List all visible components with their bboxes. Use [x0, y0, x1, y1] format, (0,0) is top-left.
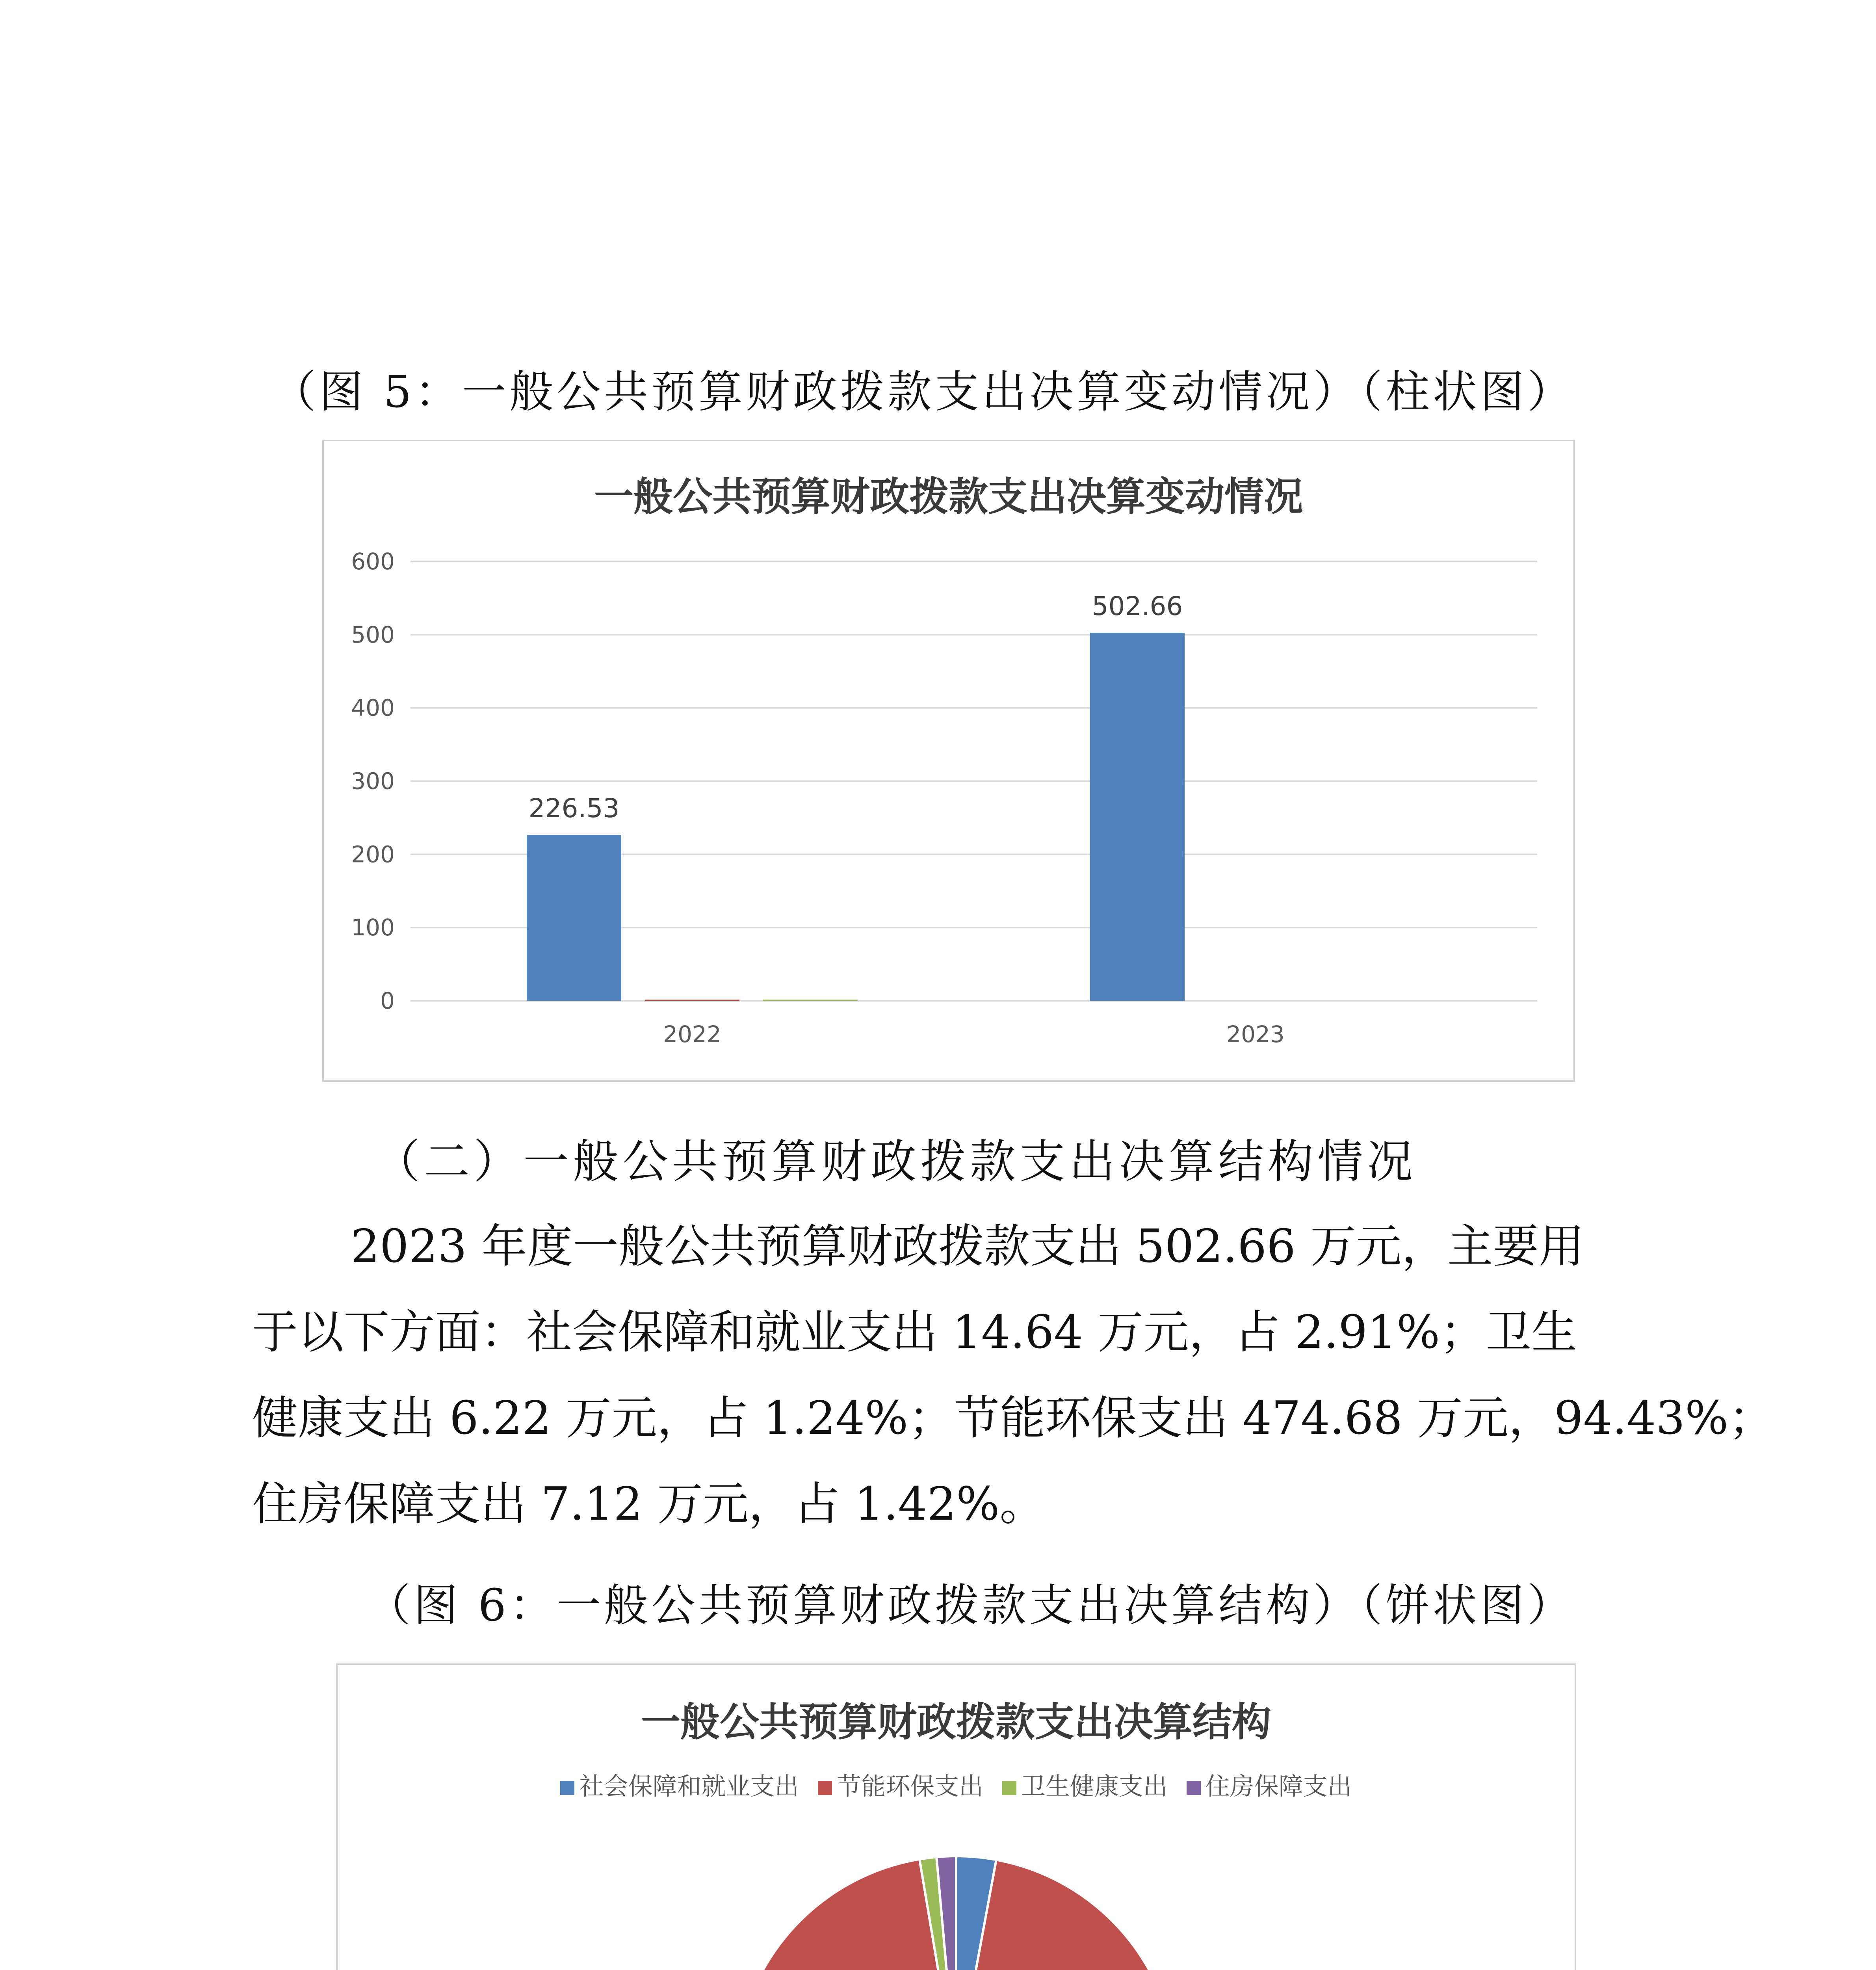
legend-label: 社会保障和就业支出 [579, 1772, 799, 1801]
y-tick-label: 200 [351, 841, 395, 868]
figure5-caption: （图 5：一般公共预算财政拨款支出决算变动情况）（柱状图） [272, 366, 1575, 418]
pie-chart [338, 1665, 1575, 1970]
y-tick-label: 100 [351, 914, 395, 941]
bar [527, 835, 621, 1001]
paragraph-line: 健康支出 6.22 万元，占 1.24%；节能环保支出 474.68 万元，94.43%； [252, 1392, 1774, 1445]
y-tick-label: 600 [351, 548, 395, 575]
bar [1090, 633, 1185, 1001]
paragraph-line: 住房保障支出 7.12 万元，占 1.42%。 [252, 1478, 1046, 1531]
body-paragraph [252, 1204, 1774, 1547]
y-tick-label: 400 [351, 694, 395, 721]
bar-data-label: 226.53 [528, 793, 620, 824]
bar-chart [324, 441, 1573, 1080]
bar-data-label: 502.66 [1092, 591, 1183, 621]
x-tick-label: 2022 [663, 1021, 721, 1048]
section-heading: （二）一般公共预算财政拨款支出决算结构情况 [374, 1135, 1417, 1188]
bar [763, 1000, 858, 1001]
y-tick-label: 0 [380, 987, 395, 1014]
paragraph-line: 于以下方面：社会保障和就业支出 14.64 万元，占 2.91%；卫生 [252, 1306, 1577, 1359]
x-tick-label: 2023 [1226, 1021, 1285, 1048]
pie-chart-title: 一般公共预算财政拨款支出决算结构 [641, 1699, 1271, 1745]
bar-chart-container [322, 440, 1575, 1082]
bar-chart-title: 一般公共预算财政拨款支出决算变动情况 [594, 474, 1303, 520]
legend-label: 住房保障支出 [1205, 1772, 1352, 1801]
pie-chart-container [336, 1663, 1576, 1970]
y-tick-label: 500 [351, 621, 395, 648]
paragraph-line: 2023 年度一般公共预算财政拨款支出 502.66 万元，主要用 [351, 1220, 1584, 1273]
legend-label: 卫生健康支出 [1021, 1772, 1168, 1801]
bar [645, 1000, 739, 1001]
y-tick-label: 300 [351, 768, 395, 795]
figure6-caption: （图 6：一般公共预算财政拨款支出决算结构）（饼状图） [366, 1580, 1575, 1631]
legend-label: 节能环保支出 [837, 1772, 984, 1801]
